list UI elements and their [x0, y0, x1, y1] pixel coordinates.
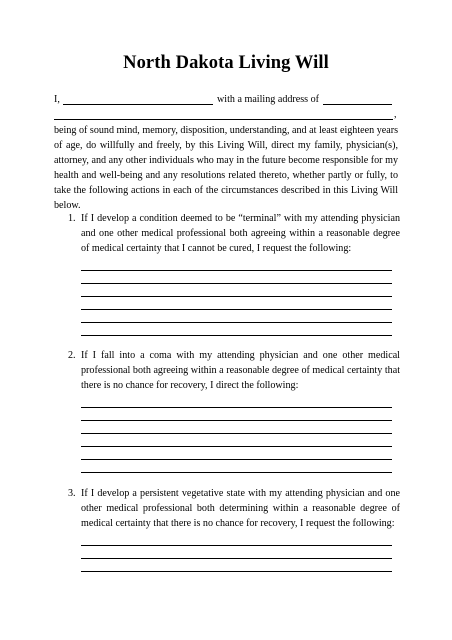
item-number: 3.	[68, 488, 76, 499]
item-text: If I develop a persistent vegetative state with my attending physician and one other medical professional both determining within a reasonable degree of medical certainty that there is no chance for recovery, I request the following:	[81, 488, 400, 529]
provision-item-3	[68, 486, 400, 531]
answer-line-2-3[interactable]	[81, 433, 392, 434]
answer-line-1-4[interactable]	[81, 309, 392, 310]
answer-line-1-5[interactable]	[81, 322, 392, 323]
answer-line-1-1[interactable]	[81, 270, 392, 271]
item-text: If I develop a condition deemed to be “terminal” with my attending physician and one other medical professional both agreeing within a reasonable degree of medical certainty that I cannot be cured, I request the following:	[81, 213, 400, 254]
intro-prefix: I,	[54, 94, 60, 105]
answer-line-2-1[interactable]	[81, 407, 392, 408]
provision-item-1	[68, 211, 400, 256]
answer-line-2-6[interactable]	[81, 472, 392, 473]
answer-line-3-3[interactable]	[81, 571, 392, 572]
answer-line-1-3[interactable]	[81, 296, 392, 297]
address-blank-2[interactable]	[54, 119, 393, 120]
answer-line-1-6[interactable]	[81, 335, 392, 336]
item-number: 1.	[68, 213, 76, 224]
answer-line-1-2[interactable]	[81, 283, 392, 284]
answer-line-2-2[interactable]	[81, 420, 392, 421]
intro-paragraph: being of sound mind, memory, disposition, understanding, and at least eighteen years of age, do willfully and freely, by this Living Will, direct my family, physician(s), attorney, and any other individuals who may in the future become responsible for my health and well-being and any resolutions related thereto, whether partly or fully, to take the following actions in each of the circumstances described in this Living Will below.	[54, 125, 398, 211]
item-number: 2.	[68, 350, 76, 361]
address-comma: ,	[394, 109, 397, 120]
answer-line-3-2[interactable]	[81, 558, 392, 559]
answer-line-3-1[interactable]	[81, 545, 392, 546]
intro-mid: with a mailing address of	[217, 94, 320, 105]
answer-line-2-4[interactable]	[81, 446, 392, 447]
provision-item-2	[68, 348, 400, 393]
page-title: North Dakota Living Will	[123, 53, 329, 73]
answer-line-2-5[interactable]	[81, 459, 392, 460]
name-blank[interactable]	[63, 104, 213, 105]
address-blank-1[interactable]	[323, 104, 392, 105]
item-text: If I fall into a coma with my attending physician and one other medical professional both agreeing within a reasonable degree of medical certainty that there is no chance for recovery, I direct the following:	[81, 350, 400, 391]
